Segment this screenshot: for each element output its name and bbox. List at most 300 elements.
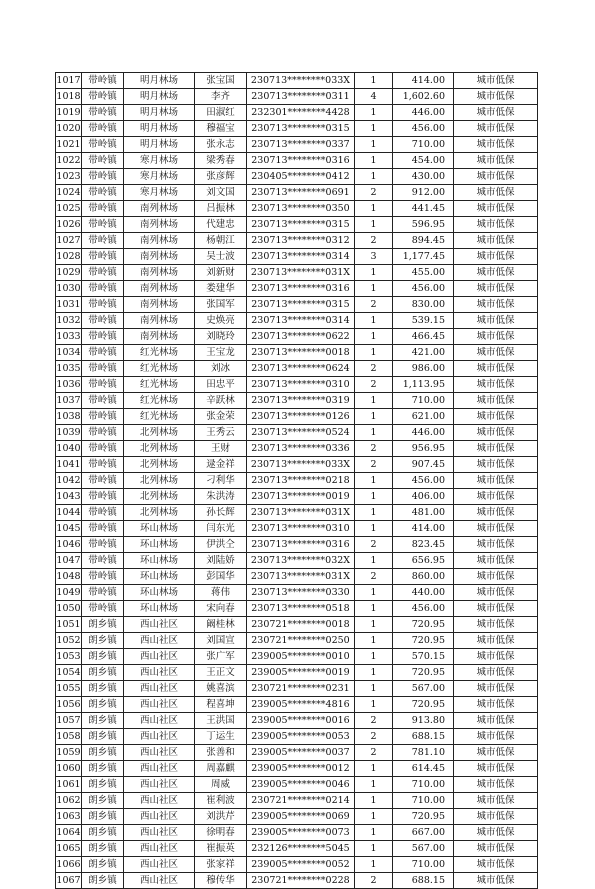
id-number-cell: 239005********0073 (247, 825, 355, 841)
name-cell: 刘新财 (195, 265, 247, 281)
id-number-cell: 230713********0312 (247, 233, 355, 249)
unit-cell: 西山社区 (124, 777, 195, 793)
table-row (56, 873, 538, 889)
name-cell: 蒋伟 (195, 585, 247, 601)
table-row (56, 841, 538, 857)
row-number: 1047 (56, 553, 82, 569)
row-number: 1055 (56, 681, 82, 697)
unit-cell: 环山林场 (124, 585, 195, 601)
amount-cell: 781.10 (393, 745, 454, 761)
town-cell: 朗乡镇 (82, 729, 124, 745)
unit-cell: 南列林场 (124, 249, 195, 265)
table-row (56, 169, 538, 185)
unit-cell: 西山社区 (124, 649, 195, 665)
row-number: 1045 (56, 521, 82, 537)
id-number-cell: 230713********031X (247, 505, 355, 521)
name-cell: 刘晓玲 (195, 329, 247, 345)
id-number-cell: 230713********0315 (247, 217, 355, 233)
id-number-cell: 230713********0311 (247, 89, 355, 105)
category-cell: 城市低保 (454, 329, 538, 345)
unit-cell: 环山林场 (124, 601, 195, 617)
row-number: 1025 (56, 201, 82, 217)
unit-cell: 北列林场 (124, 473, 195, 489)
row-number: 1052 (56, 633, 82, 649)
row-number: 1031 (56, 297, 82, 313)
amount-cell: 710.00 (393, 857, 454, 873)
unit-cell: 明月林场 (124, 89, 195, 105)
town-cell: 带岭镇 (82, 185, 124, 201)
row-number: 1053 (56, 649, 82, 665)
household-size-cell: 1 (355, 617, 393, 633)
name-cell: 张永志 (195, 137, 247, 153)
row-number: 1060 (56, 761, 82, 777)
town-cell: 带岭镇 (82, 457, 124, 473)
table-row (56, 217, 538, 233)
table-row (56, 585, 538, 601)
household-size-cell: 1 (355, 681, 393, 697)
category-cell: 城市低保 (454, 585, 538, 601)
household-size-cell: 1 (355, 105, 393, 121)
table-row (56, 553, 538, 569)
table-row (56, 697, 538, 713)
household-size-cell: 2 (355, 441, 393, 457)
row-number: 1033 (56, 329, 82, 345)
id-number-cell: 230713********0524 (247, 425, 355, 441)
category-cell: 城市低保 (454, 217, 538, 233)
town-cell: 带岭镇 (82, 569, 124, 585)
name-cell: 丁运生 (195, 729, 247, 745)
category-cell: 城市低保 (454, 681, 538, 697)
household-size-cell: 1 (355, 313, 393, 329)
town-cell: 带岭镇 (82, 249, 124, 265)
name-cell: 孙长辉 (195, 505, 247, 521)
row-number: 1020 (56, 121, 82, 137)
name-cell: 逯金祥 (195, 457, 247, 473)
id-number-cell: 230721********0018 (247, 617, 355, 633)
unit-cell: 西山社区 (124, 873, 195, 889)
town-cell: 带岭镇 (82, 585, 124, 601)
category-cell: 城市低保 (454, 457, 538, 473)
table-row (56, 329, 538, 345)
name-cell: 崔利波 (195, 793, 247, 809)
name-cell: 张彦辉 (195, 169, 247, 185)
household-size-cell: 2 (355, 233, 393, 249)
town-cell: 带岭镇 (82, 73, 124, 89)
row-number: 1044 (56, 505, 82, 521)
household-size-cell: 4 (355, 89, 393, 105)
table-row (56, 105, 538, 121)
row-number: 1041 (56, 457, 82, 473)
category-cell: 城市低保 (454, 441, 538, 457)
table-row (56, 265, 538, 281)
household-size-cell: 1 (355, 857, 393, 873)
amount-cell: 710.00 (393, 393, 454, 409)
amount-cell: 440.00 (393, 585, 454, 601)
amount-cell: 456.00 (393, 601, 454, 617)
name-cell: 梁秀春 (195, 153, 247, 169)
name-cell: 周威 (195, 777, 247, 793)
unit-cell: 南列林场 (124, 217, 195, 233)
table-row (56, 793, 538, 809)
table-row (56, 601, 538, 617)
category-cell: 城市低保 (454, 777, 538, 793)
town-cell: 朗乡镇 (82, 761, 124, 777)
amount-cell: 667.00 (393, 825, 454, 841)
household-size-cell: 1 (355, 201, 393, 217)
name-cell: 田淑红 (195, 105, 247, 121)
category-cell: 城市低保 (454, 825, 538, 841)
town-cell: 朗乡镇 (82, 793, 124, 809)
amount-cell: 481.00 (393, 505, 454, 521)
town-cell: 带岭镇 (82, 409, 124, 425)
unit-cell: 南列林场 (124, 329, 195, 345)
category-cell: 城市低保 (454, 105, 538, 121)
table-row (56, 665, 538, 681)
id-number-cell: 230713********0314 (247, 313, 355, 329)
town-cell: 带岭镇 (82, 313, 124, 329)
amount-cell: 567.00 (393, 681, 454, 697)
category-cell: 城市低保 (454, 601, 538, 617)
category-cell: 城市低保 (454, 665, 538, 681)
table-row (56, 313, 538, 329)
category-cell: 城市低保 (454, 649, 538, 665)
id-number-cell: 230713********0314 (247, 249, 355, 265)
id-number-cell: 239005********0052 (247, 857, 355, 873)
table-row (56, 761, 538, 777)
name-cell: 穆福宝 (195, 121, 247, 137)
table-row (56, 633, 538, 649)
unit-cell: 明月林场 (124, 73, 195, 89)
amount-cell: 986.00 (393, 361, 454, 377)
name-cell: 王洪国 (195, 713, 247, 729)
household-size-cell: 1 (355, 665, 393, 681)
town-cell: 带岭镇 (82, 89, 124, 105)
category-cell: 城市低保 (454, 761, 538, 777)
category-cell: 城市低保 (454, 553, 538, 569)
category-cell: 城市低保 (454, 713, 538, 729)
unit-cell: 红光林场 (124, 377, 195, 393)
id-number-cell: 230721********0214 (247, 793, 355, 809)
household-size-cell: 1 (355, 393, 393, 409)
town-cell: 朗乡镇 (82, 617, 124, 633)
row-number: 1058 (56, 729, 82, 745)
town-cell: 朗乡镇 (82, 745, 124, 761)
unit-cell: 环山林场 (124, 521, 195, 537)
table-row (56, 297, 538, 313)
category-cell: 城市低保 (454, 73, 538, 89)
amount-cell: 720.95 (393, 809, 454, 825)
id-number-cell: 230721********0228 (247, 873, 355, 889)
town-cell: 带岭镇 (82, 537, 124, 553)
name-cell: 娄建华 (195, 281, 247, 297)
category-cell: 城市低保 (454, 169, 538, 185)
name-cell: 张宝国 (195, 73, 247, 89)
unit-cell: 西山社区 (124, 793, 195, 809)
id-number-cell: 230713********0337 (247, 137, 355, 153)
row-number: 1051 (56, 617, 82, 633)
category-cell: 城市低保 (454, 537, 538, 553)
category-cell: 城市低保 (454, 505, 538, 521)
amount-cell: 430.00 (393, 169, 454, 185)
household-size-cell: 1 (355, 505, 393, 521)
category-cell: 城市低保 (454, 137, 538, 153)
amount-cell: 414.00 (393, 73, 454, 89)
unit-cell: 红光林场 (124, 345, 195, 361)
table-row (56, 857, 538, 873)
unit-cell: 南列林场 (124, 265, 195, 281)
town-cell: 朗乡镇 (82, 825, 124, 841)
id-number-cell: 230713********033X (247, 73, 355, 89)
town-cell: 带岭镇 (82, 121, 124, 137)
name-cell: 彭国华 (195, 569, 247, 585)
table-row (56, 617, 538, 633)
name-cell: 王财 (195, 441, 247, 457)
unit-cell: 明月林场 (124, 121, 195, 137)
unit-cell: 西山社区 (124, 617, 195, 633)
amount-cell: 570.15 (393, 649, 454, 665)
amount-cell: 446.00 (393, 425, 454, 441)
table-row (56, 393, 538, 409)
amount-cell: 421.00 (393, 345, 454, 361)
town-cell: 朗乡镇 (82, 713, 124, 729)
town-cell: 朗乡镇 (82, 809, 124, 825)
unit-cell: 北列林场 (124, 441, 195, 457)
row-number: 1054 (56, 665, 82, 681)
unit-cell: 北列林场 (124, 457, 195, 473)
household-size-cell: 2 (355, 361, 393, 377)
row-number: 1066 (56, 857, 82, 873)
table-row (56, 649, 538, 665)
amount-cell: 596.95 (393, 217, 454, 233)
amount-cell: 406.00 (393, 489, 454, 505)
id-number-cell: 239005********0037 (247, 745, 355, 761)
row-number: 1039 (56, 425, 82, 441)
name-cell: 周嘉麒 (195, 761, 247, 777)
amount-cell: 1,113.95 (393, 377, 454, 393)
town-cell: 带岭镇 (82, 521, 124, 537)
name-cell: 刘洪芹 (195, 809, 247, 825)
row-number: 1064 (56, 825, 82, 841)
amount-cell: 456.00 (393, 281, 454, 297)
table-row (56, 185, 538, 201)
id-number-cell: 230721********0231 (247, 681, 355, 697)
unit-cell: 西山社区 (124, 633, 195, 649)
table-row (56, 729, 538, 745)
unit-cell: 南列林场 (124, 281, 195, 297)
household-size-cell: 1 (355, 345, 393, 361)
name-cell: 张广军 (195, 649, 247, 665)
household-size-cell: 1 (355, 809, 393, 825)
household-size-cell: 1 (355, 265, 393, 281)
name-cell: 穆传华 (195, 873, 247, 889)
amount-cell: 894.45 (393, 233, 454, 249)
category-cell: 城市低保 (454, 361, 538, 377)
town-cell: 带岭镇 (82, 601, 124, 617)
id-number-cell: 230713********0019 (247, 489, 355, 505)
amount-cell: 860.00 (393, 569, 454, 585)
table-row (56, 713, 538, 729)
row-number: 1067 (56, 873, 82, 889)
category-cell: 城市低保 (454, 873, 538, 889)
town-cell: 带岭镇 (82, 105, 124, 121)
household-size-cell: 1 (355, 137, 393, 153)
amount-cell: 720.95 (393, 617, 454, 633)
unit-cell: 红光林场 (124, 409, 195, 425)
amount-cell: 710.00 (393, 777, 454, 793)
unit-cell: 明月林场 (124, 137, 195, 153)
table-row (56, 473, 538, 489)
row-number: 1023 (56, 169, 82, 185)
row-number: 1057 (56, 713, 82, 729)
category-cell: 城市低保 (454, 201, 538, 217)
name-cell: 朱洪涛 (195, 489, 247, 505)
unit-cell: 红光林场 (124, 361, 195, 377)
town-cell: 带岭镇 (82, 137, 124, 153)
amount-cell: 456.00 (393, 473, 454, 489)
name-cell: 阚桂林 (195, 617, 247, 633)
town-cell: 带岭镇 (82, 441, 124, 457)
roster-table (55, 72, 538, 889)
category-cell: 城市低保 (454, 297, 538, 313)
unit-cell: 南列林场 (124, 313, 195, 329)
id-number-cell: 230713********0310 (247, 377, 355, 393)
unit-cell: 西山社区 (124, 681, 195, 697)
id-number-cell: 230713********0624 (247, 361, 355, 377)
category-cell: 城市低保 (454, 345, 538, 361)
id-number-cell: 239005********0019 (247, 665, 355, 681)
table-row (56, 345, 538, 361)
row-number: 1046 (56, 537, 82, 553)
name-cell: 刘文国 (195, 185, 247, 201)
household-size-cell: 1 (355, 329, 393, 345)
name-cell: 王宝龙 (195, 345, 247, 361)
name-cell: 刘冰 (195, 361, 247, 377)
household-size-cell: 1 (355, 553, 393, 569)
category-cell: 城市低保 (454, 185, 538, 201)
household-size-cell: 1 (355, 73, 393, 89)
id-number-cell: 239005********0069 (247, 809, 355, 825)
row-number: 1021 (56, 137, 82, 153)
amount-cell: 710.00 (393, 793, 454, 809)
unit-cell: 南列林场 (124, 233, 195, 249)
household-size-cell: 1 (355, 121, 393, 137)
town-cell: 带岭镇 (82, 377, 124, 393)
id-number-cell: 230713********0319 (247, 393, 355, 409)
category-cell: 城市低保 (454, 249, 538, 265)
row-number: 1038 (56, 409, 82, 425)
name-cell: 伊洪仝 (195, 537, 247, 553)
id-number-cell: 239005********0010 (247, 649, 355, 665)
amount-cell: 466.45 (393, 329, 454, 345)
name-cell: 代建忠 (195, 217, 247, 233)
household-size-cell: 3 (355, 249, 393, 265)
amount-cell: 414.00 (393, 521, 454, 537)
category-cell: 城市低保 (454, 313, 538, 329)
household-size-cell: 1 (355, 585, 393, 601)
table-row (56, 89, 538, 105)
town-cell: 带岭镇 (82, 473, 124, 489)
town-cell: 带岭镇 (82, 425, 124, 441)
unit-cell: 西山社区 (124, 665, 195, 681)
table-row (56, 489, 538, 505)
id-number-cell: 230713********0218 (247, 473, 355, 489)
name-cell: 史焕亮 (195, 313, 247, 329)
unit-cell: 西山社区 (124, 745, 195, 761)
category-cell: 城市低保 (454, 393, 538, 409)
row-number: 1035 (56, 361, 82, 377)
household-size-cell: 1 (355, 825, 393, 841)
town-cell: 朗乡镇 (82, 841, 124, 857)
row-number: 1027 (56, 233, 82, 249)
household-size-cell: 1 (355, 217, 393, 233)
town-cell: 朗乡镇 (82, 665, 124, 681)
table-row (56, 425, 538, 441)
row-number: 1061 (56, 777, 82, 793)
town-cell: 朗乡镇 (82, 857, 124, 873)
household-size-cell: 1 (355, 777, 393, 793)
row-number: 1032 (56, 313, 82, 329)
amount-cell: 441.45 (393, 201, 454, 217)
table-row (56, 457, 538, 473)
row-number: 1036 (56, 377, 82, 393)
name-cell: 田忠平 (195, 377, 247, 393)
amount-cell: 446.00 (393, 105, 454, 121)
category-cell: 城市低保 (454, 473, 538, 489)
unit-cell: 西山社区 (124, 761, 195, 777)
amount-cell: 720.95 (393, 633, 454, 649)
table-row (56, 521, 538, 537)
amount-cell: 912.00 (393, 185, 454, 201)
unit-cell: 环山林场 (124, 537, 195, 553)
category-cell: 城市低保 (454, 809, 538, 825)
name-cell: 吕振林 (195, 201, 247, 217)
town-cell: 朗乡镇 (82, 777, 124, 793)
town-cell: 带岭镇 (82, 553, 124, 569)
household-size-cell: 2 (355, 537, 393, 553)
category-cell: 城市低保 (454, 745, 538, 761)
id-number-cell: 239005********0012 (247, 761, 355, 777)
id-number-cell: 230713********031X (247, 265, 355, 281)
id-number-cell: 230713********0518 (247, 601, 355, 617)
row-number: 1030 (56, 281, 82, 297)
id-number-cell: 230713********031X (247, 569, 355, 585)
household-size-cell: 2 (355, 745, 393, 761)
unit-cell: 北列林场 (124, 505, 195, 521)
row-number: 1063 (56, 809, 82, 825)
amount-cell: 1,177.45 (393, 249, 454, 265)
unit-cell: 寒月林场 (124, 185, 195, 201)
town-cell: 带岭镇 (82, 489, 124, 505)
town-cell: 带岭镇 (82, 505, 124, 521)
town-cell: 带岭镇 (82, 265, 124, 281)
row-number: 1048 (56, 569, 82, 585)
household-size-cell: 1 (355, 281, 393, 297)
unit-cell: 北列林场 (124, 489, 195, 505)
table-row (56, 73, 538, 89)
name-cell: 张善和 (195, 745, 247, 761)
amount-cell: 656.95 (393, 553, 454, 569)
table-row (56, 361, 538, 377)
id-number-cell: 230713********0622 (247, 329, 355, 345)
id-number-cell: 230405********0412 (247, 169, 355, 185)
roster-body (56, 73, 538, 889)
id-number-cell: 230713********033X (247, 457, 355, 473)
category-cell: 城市低保 (454, 425, 538, 441)
category-cell: 城市低保 (454, 697, 538, 713)
id-number-cell: 230713********0350 (247, 201, 355, 217)
town-cell: 朗乡镇 (82, 873, 124, 889)
household-size-cell: 2 (355, 297, 393, 313)
